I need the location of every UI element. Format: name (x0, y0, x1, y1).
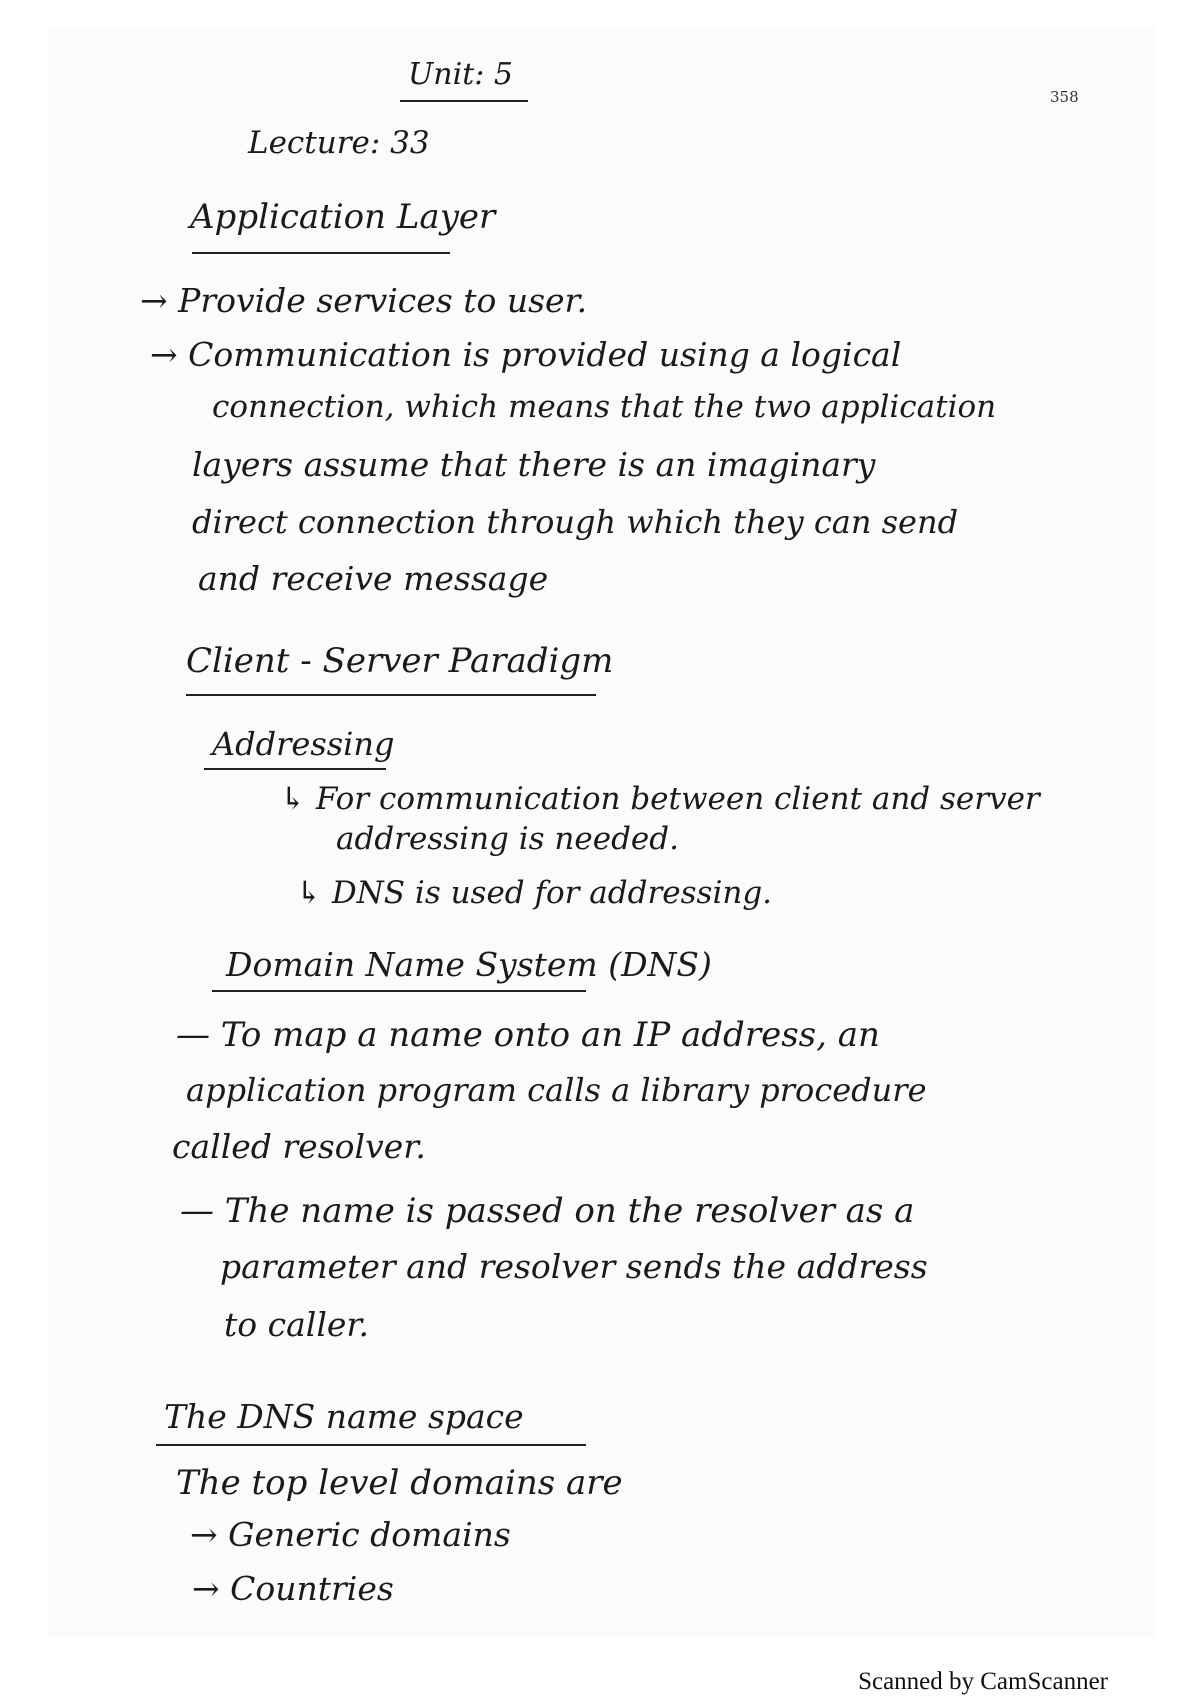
namespace-line-3: → Countries (192, 1569, 394, 1608)
dns-line-1: — To map a name onto an IP address, an (176, 1015, 880, 1055)
unit-heading: Unit: 5 (408, 57, 513, 92)
namespace-line-2: → Generic domains (190, 1515, 511, 1554)
application-line-6: and receive message (198, 559, 549, 598)
namespace-heading: The DNS name space (164, 1397, 524, 1436)
namespace-underline (156, 1444, 586, 1446)
application-line-5: direct connection through which they can send (192, 503, 959, 541)
addressing-underline (204, 768, 386, 770)
dns-line-2: application program calls a library procedure (186, 1071, 927, 1109)
addressing-line-1: ↳ For communication between client and server (280, 781, 1040, 817)
application-layer-underline (192, 252, 450, 254)
client-server-underline (186, 694, 596, 696)
application-line-3: connection, which means that the two application (212, 389, 997, 425)
application-line-1: → Provide services to user. (140, 281, 588, 320)
unit-underline (400, 100, 528, 102)
lecture-heading: Lecture: 33 (248, 125, 430, 161)
addressing-heading: Addressing (212, 725, 395, 763)
client-server-heading: Client - Server Paradigm (186, 641, 614, 681)
dns-heading: Domain Name System (DNS) (226, 945, 712, 984)
application-line-4: layers assume that there is an imaginary (192, 445, 876, 484)
addressing-line-3: ↳ DNS is used for addressing. (296, 875, 773, 911)
dns-line-4: — The name is passed on the resolver as a (180, 1191, 915, 1231)
footer-bar (0, 1664, 1200, 1698)
application-layer-heading: Application Layer (190, 197, 496, 237)
dns-underline (212, 990, 586, 992)
namespace-line-1: The top level domains are (176, 1463, 623, 1503)
application-line-2: → Communication is provided using a logical (150, 335, 902, 374)
camscanner-watermark: Scanned by CamScanner (858, 1668, 1108, 1695)
dns-line-5: parameter and resolver sends the address (220, 1247, 928, 1286)
dns-line-3: called resolver. (172, 1127, 426, 1166)
addressing-line-2: addressing is needed. (336, 821, 679, 857)
dns-line-6: to caller. (224, 1305, 370, 1344)
page-number: 358 (1050, 88, 1079, 106)
